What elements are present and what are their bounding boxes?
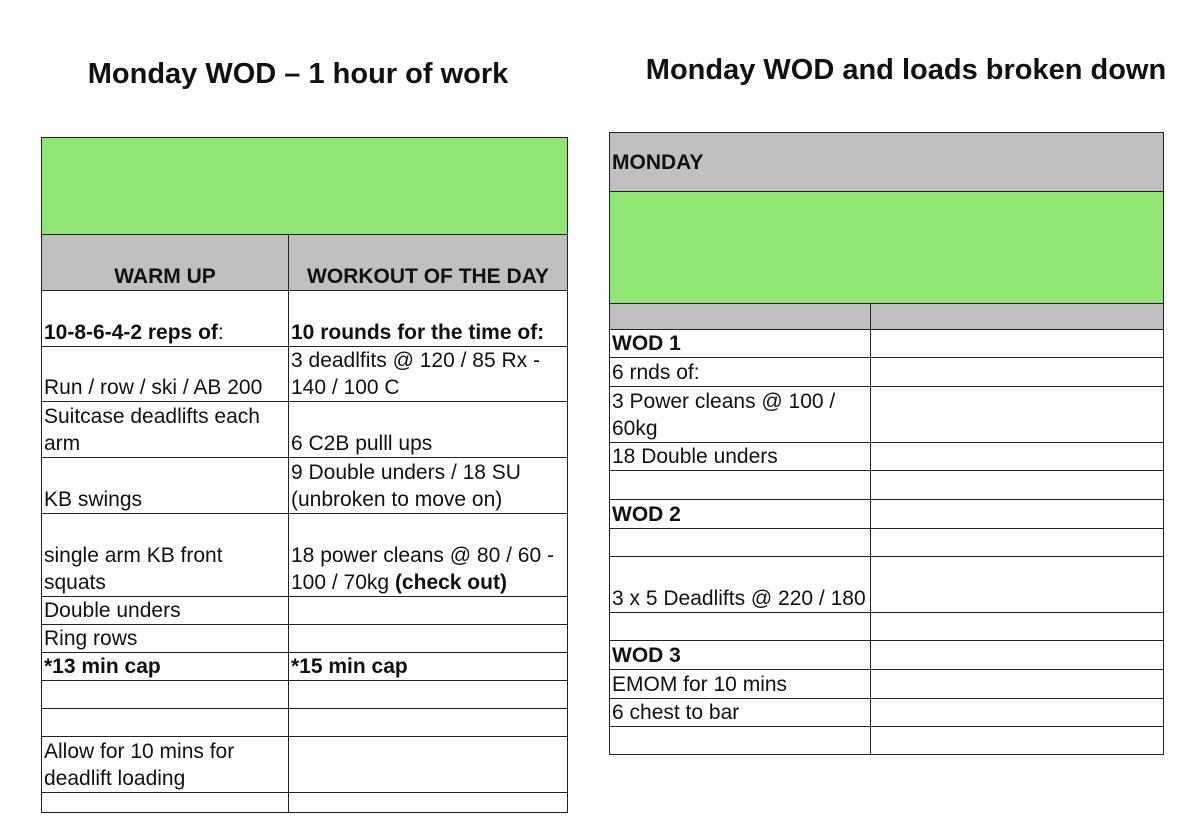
green-banner (610, 192, 1164, 304)
wod-loads-table (609, 132, 1164, 755)
wod-line: 3 x 5 Deadlifts @ 220 / 180 (610, 557, 871, 613)
wod-cell: 6 C2B pulll ups (289, 402, 568, 458)
wod-cell-bold-note: (check out) (394, 571, 507, 594)
wod-cell (289, 709, 568, 737)
load-cell (871, 557, 1164, 613)
load-cell (871, 529, 1164, 557)
wod-line (610, 529, 871, 557)
green-banner (42, 138, 568, 235)
load-cell (871, 699, 1164, 727)
right-page-title: Monday WOD and loads broken down (645, 54, 1167, 86)
wod-cell (289, 737, 568, 793)
load-cell (871, 613, 1164, 641)
wod-line (610, 727, 871, 755)
wod-cell (289, 597, 568, 625)
wod-heading: WOD 3 (610, 641, 871, 670)
wod-cap: *15 min cap (289, 653, 568, 681)
wod-cell (289, 625, 568, 653)
warm-up-cell: single arm KB front squats (42, 514, 289, 597)
wod-cell-text: 18 power cleans @ 80 / 60 - 100 / 70kg (291, 544, 554, 594)
wod-line: 18 Double unders (610, 443, 871, 471)
warm-up-intro-text: 10-8-6-4-2 reps of (44, 321, 218, 344)
wod-line: 6 rnds of: (610, 358, 871, 387)
warm-up-cell (42, 681, 289, 709)
warm-up-cap: *13 min cap (42, 653, 289, 681)
warm-up-cell (42, 793, 289, 813)
warm-up-cell: Ring rows (42, 625, 289, 653)
wod-line: 3 Power cleans @ 100 / 60kg (610, 387, 871, 443)
warm-up-cell: KB swings (42, 458, 289, 514)
warm-up-note: Allow for 10 mins for deadlift loading (42, 737, 289, 793)
wod-line: 6 chest to bar (610, 699, 871, 727)
warm-up-cell: Suitcase deadlifts each arm (42, 402, 289, 458)
load-cell (871, 330, 1164, 358)
monday-wod-table (41, 137, 568, 813)
monday-header: MONDAY (610, 133, 1164, 192)
wod-heading: WOD 1 (610, 330, 871, 358)
load-cell (871, 641, 1164, 670)
load-cell (871, 670, 1164, 699)
left-page-title: Monday WOD – 1 hour of work (87, 58, 509, 90)
warm-up-cell (42, 709, 289, 737)
warm-up-header: WARM UP (42, 235, 289, 291)
wod-heading: WOD 2 (610, 500, 871, 529)
wod-line (610, 471, 871, 500)
wod-line: EMOM for 10 mins (610, 670, 871, 699)
wod-cell: 9 Double unders / 18 SU (unbroken to move on) (289, 458, 568, 514)
wod-cell (289, 514, 568, 597)
load-cell (871, 387, 1164, 443)
load-cell (871, 727, 1164, 755)
load-cell (871, 358, 1164, 387)
load-cell (871, 443, 1164, 471)
grey-spacer-cell (610, 304, 871, 330)
wod-header: WORKOUT OF THE DAY (289, 235, 568, 291)
warm-up-cell: Double unders (42, 597, 289, 625)
wod-cell: 3 deadlfits @ 120 / 85 Rx - 140 / 100 C (289, 347, 568, 402)
load-cell (871, 500, 1164, 529)
warm-up-intro (42, 291, 289, 347)
warm-up-intro-colon: : (217, 321, 224, 344)
grey-spacer-cell (871, 304, 1164, 330)
warm-up-cell: Run / row / ski / AB 200 (42, 347, 289, 402)
wod-cell (289, 793, 568, 813)
wod-cell (289, 681, 568, 709)
wod-intro: 10 rounds for the time of: (289, 291, 568, 347)
load-cell (871, 471, 1164, 500)
wod-line (610, 613, 871, 641)
